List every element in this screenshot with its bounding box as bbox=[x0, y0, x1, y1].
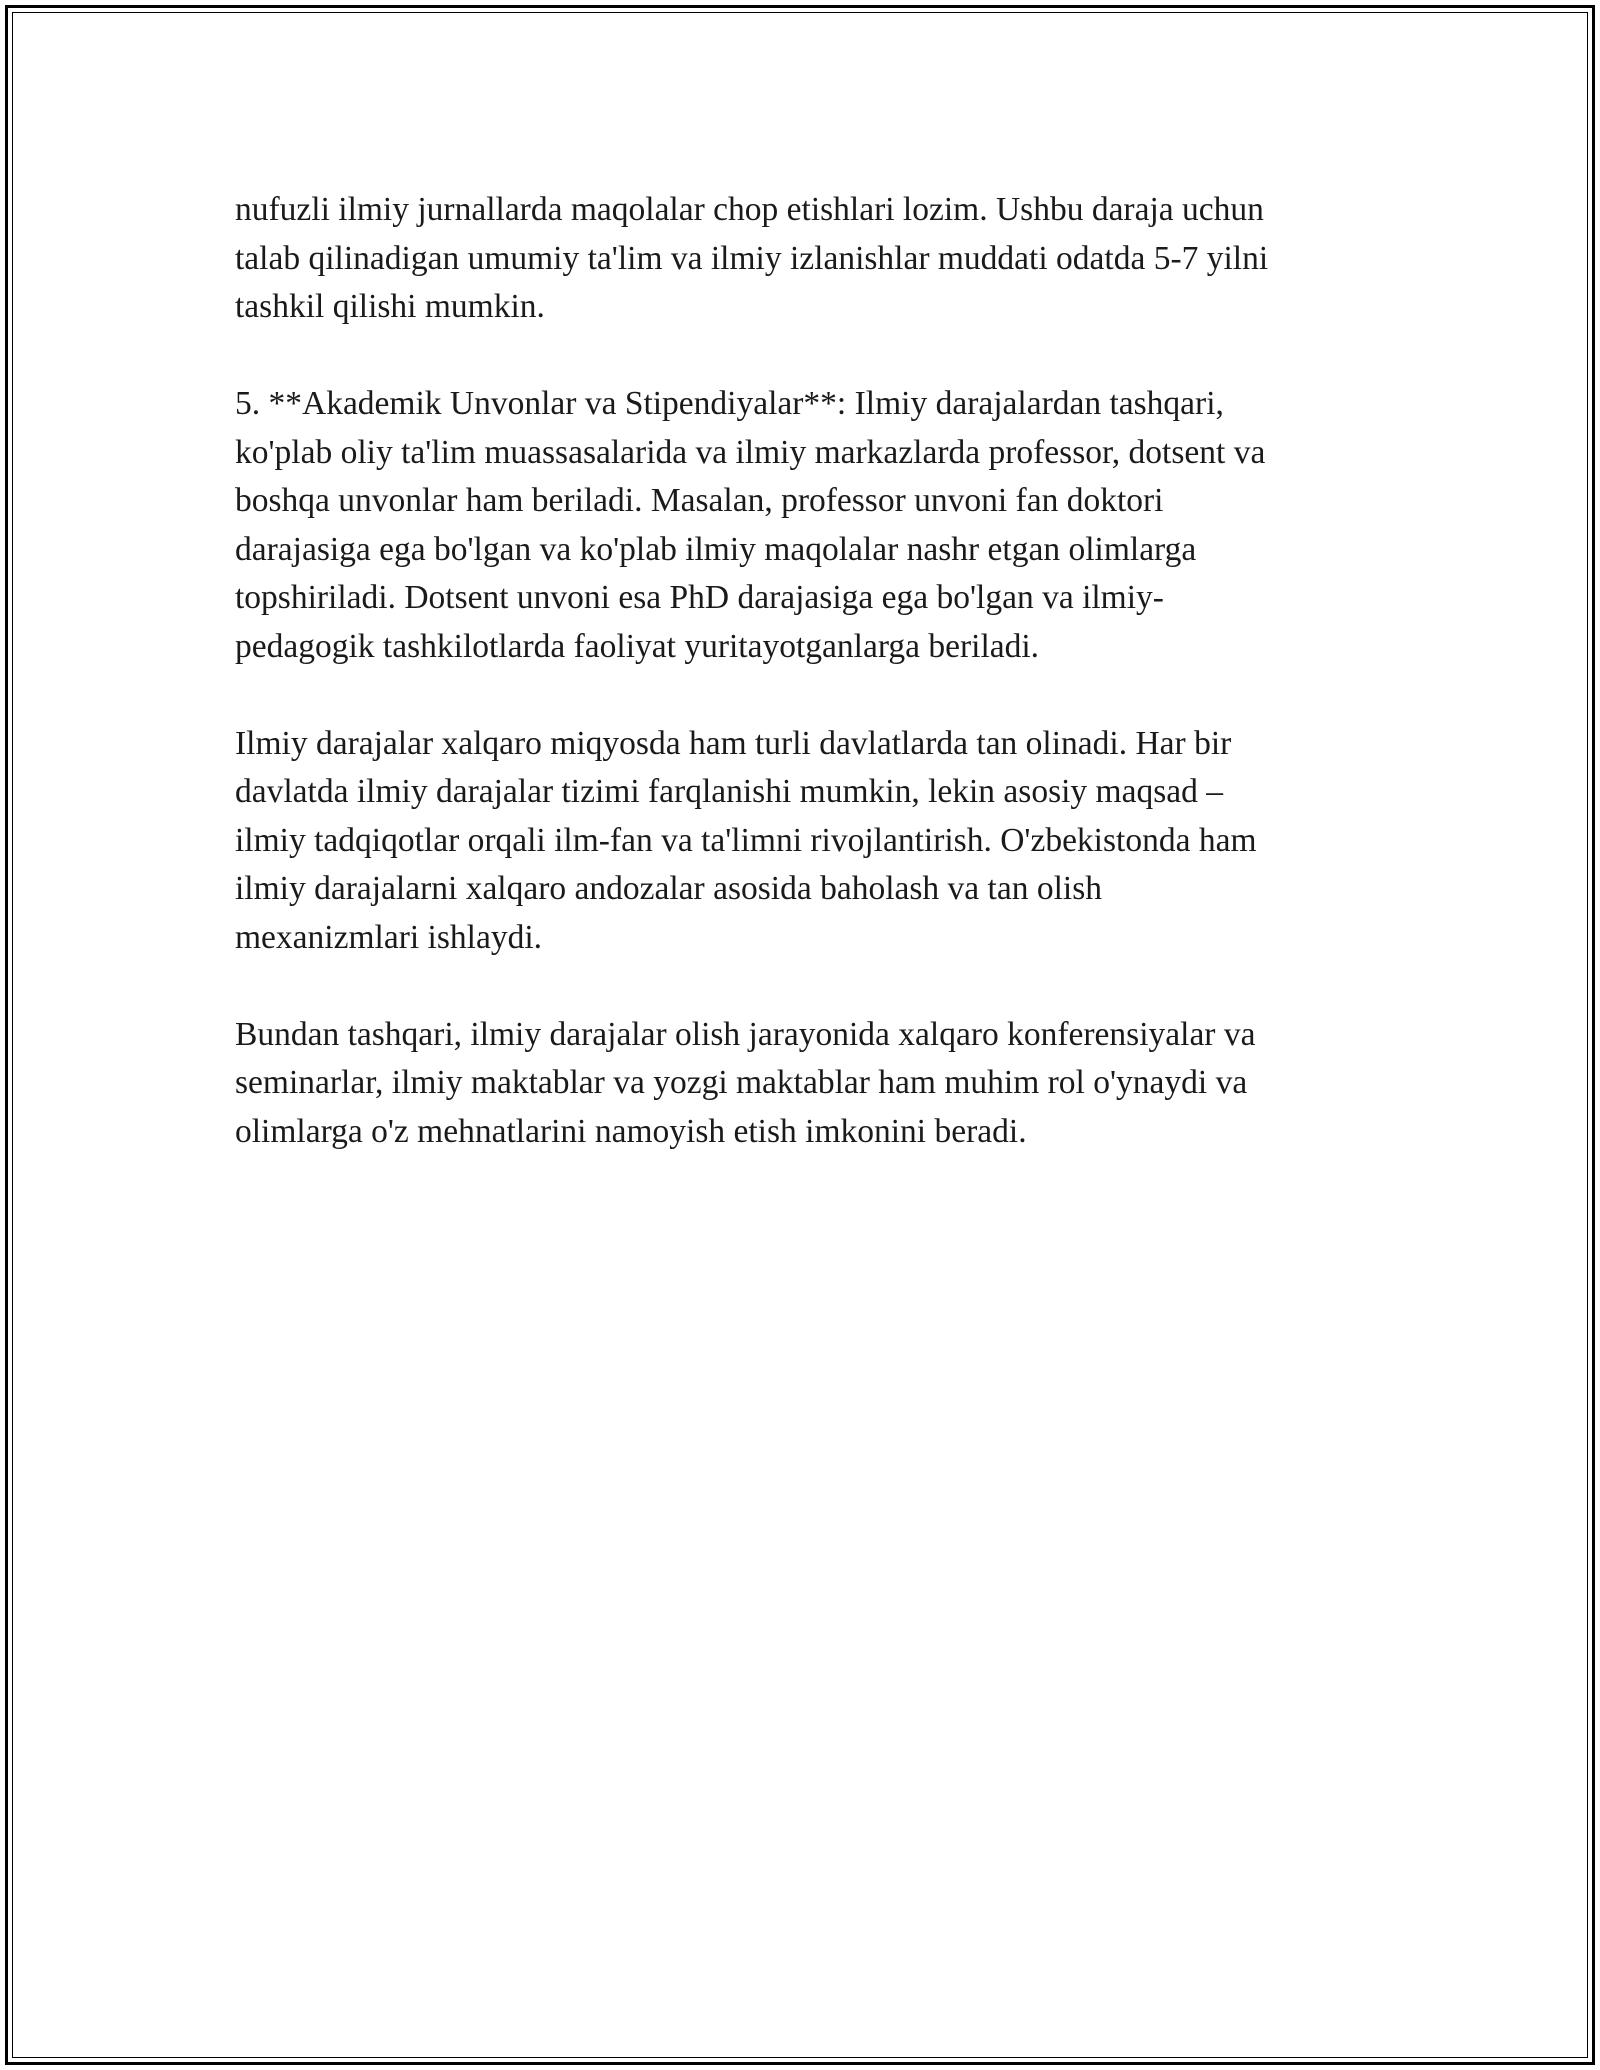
paragraph-international-recognition: Ilmiy darajalar xalqaro miqyosda ham turli davlatlarda tan olinadi. Har bir davlatda ilmiy darajalar tizimi farqlanishi mumkin, lekin asosiy maqsad – ilmiy tadqiqotlar orqali ilm-fan va ta'limni rivojlantirish. O'zbekistonda ham ilmiy darajalarni xalqaro andozalar asosida baholash va tan olish mexanizmlari ishlaydi. bbox=[235, 724, 1257, 956]
paragraph-academic-titles: 5. **Akademik Unvonlar va Stipendiyalar**: Ilmiy darajalardan tashqari, ko'plab oliy ta'lim muassasalarida va ilmiy markazlarda professor, dotsent va boshqa unvonlar ham beriladi. Masalan, professor unvoni fan doktori darajasiga ega bo'lgan va ko'plab ilmiy maqolalar nashr etgan olimlarga topshiriladi. Dotsent unvoni esa PhD darajasiga ega bo'lgan va ilmiy- pedagogik tashkilotlarda faoliyat yuritayotganlarga beriladi. bbox=[235, 385, 1266, 665]
paragraph-conferences: Bundan tashqari, ilmiy darajalar olish jarayonida xalqaro konferensiyalar va seminarlar, ilmiy maktablar va yozgi maktablar ham muhim rol o'ynaydi va olimlarga o'z mehnatlarini namoyish etish imkonini beradi. bbox=[235, 1015, 1256, 1150]
document-body bbox=[235, 186, 1395, 1205]
paragraph-degree-duration: nufuzli ilmiy jurnallarda maqolalar chop etishlari lozim. Ushbu daraja uchun talab qilinadigan umumiy ta'lim va ilmiy izlanishlar muddati odatda 5-7 yilni tashkil qilishi mumkin. bbox=[235, 191, 1269, 325]
